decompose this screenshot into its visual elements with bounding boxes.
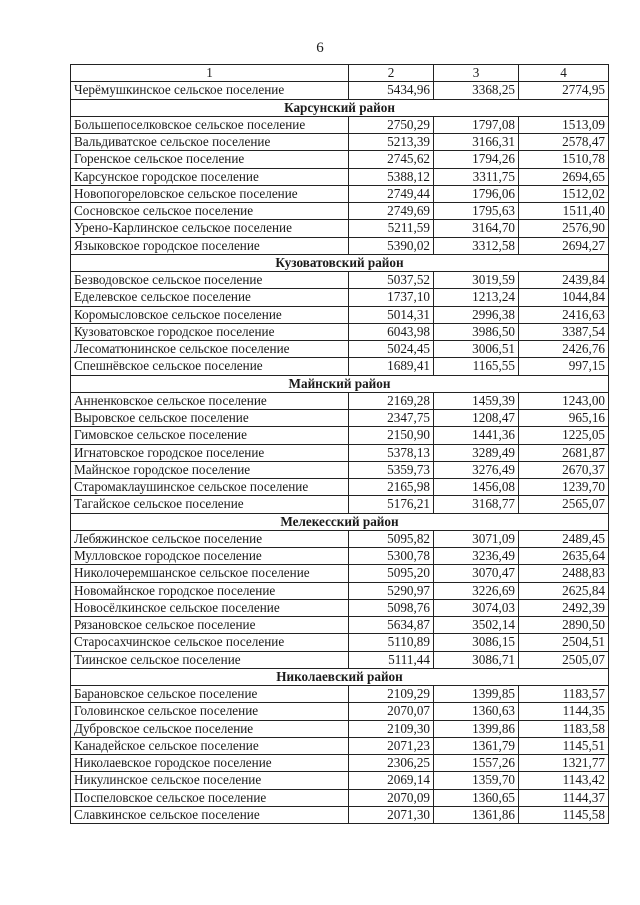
value-col-4: 2439,84 [519, 272, 609, 289]
value-col-3: 1795,63 [434, 203, 519, 220]
settlement-name: Сосновское сельское поселение [71, 203, 349, 220]
settlement-name: Игнатовское городское поселение [71, 444, 349, 461]
table-row [71, 634, 609, 651]
settlement-name: Барановское сельское поселение [71, 686, 349, 703]
table-row [71, 444, 609, 461]
settlement-name: Канадейское сельское поселение [71, 737, 349, 754]
value-col-4: 2488,83 [519, 565, 609, 582]
value-col-3: 3236,49 [434, 548, 519, 565]
table-row [71, 565, 609, 582]
value-col-3: 3070,47 [434, 565, 519, 582]
value-col-3: 1360,63 [434, 703, 519, 720]
district-name: Карсунский район [71, 99, 609, 116]
value-col-3: 1361,79 [434, 737, 519, 754]
value-col-2: 2071,23 [349, 737, 434, 754]
value-col-3: 1399,86 [434, 720, 519, 737]
value-col-2: 5037,52 [349, 272, 434, 289]
table-row [71, 168, 609, 185]
table-row [71, 755, 609, 772]
value-col-2: 2150,90 [349, 427, 434, 444]
value-col-4: 1143,42 [519, 772, 609, 789]
value-col-2: 5300,78 [349, 548, 434, 565]
settlement-name: Безводовское сельское поселение [71, 272, 349, 289]
value-col-4: 2635,64 [519, 548, 609, 565]
value-col-4: 997,15 [519, 358, 609, 375]
table-row [71, 703, 609, 720]
table-row [71, 358, 609, 375]
table-row [71, 116, 609, 133]
value-col-2: 2070,09 [349, 789, 434, 806]
value-col-4: 2774,95 [519, 82, 609, 99]
table-row [71, 427, 609, 444]
settlement-name: Гимовское сельское поселение [71, 427, 349, 444]
settlement-name: Старосахчинское сельское поселение [71, 634, 349, 651]
value-col-4: 2890,50 [519, 617, 609, 634]
value-col-4: 1183,58 [519, 720, 609, 737]
table-row [71, 806, 609, 823]
settlement-name: Николаевское городское поселение [71, 755, 349, 772]
value-col-2: 5111,44 [349, 651, 434, 668]
table-row [71, 582, 609, 599]
value-col-2: 5434,96 [349, 82, 434, 99]
value-col-2: 5390,02 [349, 237, 434, 254]
value-col-4: 1512,02 [519, 185, 609, 202]
table-row [71, 461, 609, 478]
value-col-3: 1399,85 [434, 686, 519, 703]
table-row [71, 772, 609, 789]
settlement-name: Николочеремшанское сельское поселение [71, 565, 349, 582]
table-row [71, 686, 609, 703]
settlement-name: Анненковское сельское поселение [71, 392, 349, 409]
table-row [71, 548, 609, 565]
district-name: Майнский район [71, 375, 609, 392]
value-col-4: 1144,35 [519, 703, 609, 720]
value-col-4: 1510,78 [519, 151, 609, 168]
table-row [71, 203, 609, 220]
value-col-4: 1243,00 [519, 392, 609, 409]
value-col-2: 2749,44 [349, 185, 434, 202]
value-col-3: 1213,24 [434, 289, 519, 306]
table-row [71, 530, 609, 547]
value-col-2: 2750,29 [349, 116, 434, 133]
settlement-name: Урено-Карлинское сельское поселение [71, 220, 349, 237]
table-row [71, 496, 609, 513]
page-number: 6 [316, 40, 324, 56]
value-col-3: 1796,06 [434, 185, 519, 202]
table-row [71, 479, 609, 496]
value-col-4: 2492,39 [519, 599, 609, 616]
value-col-4: 1144,37 [519, 789, 609, 806]
value-col-3: 3071,09 [434, 530, 519, 547]
value-col-2: 2745,62 [349, 151, 434, 168]
value-col-2: 5211,59 [349, 220, 434, 237]
value-col-3: 3502,14 [434, 617, 519, 634]
table-row [71, 410, 609, 427]
value-col-4: 2489,45 [519, 530, 609, 547]
value-col-3: 1797,08 [434, 116, 519, 133]
value-col-4: 2681,87 [519, 444, 609, 461]
value-col-3: 1456,08 [434, 479, 519, 496]
table-row [71, 237, 609, 254]
value-col-4: 2694,27 [519, 237, 609, 254]
value-col-4: 2670,37 [519, 461, 609, 478]
value-col-2: 2306,25 [349, 755, 434, 772]
value-col-2: 2070,07 [349, 703, 434, 720]
settlement-name: Новосёлкинское сельское поселение [71, 599, 349, 616]
value-col-3: 3019,59 [434, 272, 519, 289]
value-col-3: 3164,70 [434, 220, 519, 237]
value-col-2: 2165,98 [349, 479, 434, 496]
settlement-name: Черёмушкинское сельское поселение [71, 82, 349, 99]
value-col-3: 3226,69 [434, 582, 519, 599]
value-col-2: 5024,45 [349, 341, 434, 358]
table-body [71, 82, 609, 824]
settlement-name: Мулловское городское поселение [71, 548, 349, 565]
district-header-row [71, 668, 609, 685]
value-col-4: 1044,84 [519, 289, 609, 306]
value-col-2: 5110,89 [349, 634, 434, 651]
value-col-2: 5176,21 [349, 496, 434, 513]
settlement-name: Тагайское сельское поселение [71, 496, 349, 513]
value-col-3: 2996,38 [434, 306, 519, 323]
value-col-2: 1737,10 [349, 289, 434, 306]
value-col-4: 2625,84 [519, 582, 609, 599]
value-col-2: 2071,30 [349, 806, 434, 823]
value-col-3: 1459,39 [434, 392, 519, 409]
value-col-3: 3289,49 [434, 444, 519, 461]
value-col-4: 965,16 [519, 410, 609, 427]
value-col-4: 2576,90 [519, 220, 609, 237]
value-col-2: 2169,28 [349, 392, 434, 409]
value-col-4: 1511,40 [519, 203, 609, 220]
value-col-2: 5095,20 [349, 565, 434, 582]
value-col-4: 1183,57 [519, 686, 609, 703]
table-row [71, 272, 609, 289]
settlement-name: Новопогореловское сельское поселение [71, 185, 349, 202]
settlement-name: Старомаклаушинское сельское поселение [71, 479, 349, 496]
value-col-3: 3166,31 [434, 134, 519, 151]
value-col-4: 2694,65 [519, 168, 609, 185]
table-row [71, 185, 609, 202]
value-col-2: 5378,13 [349, 444, 434, 461]
settlement-name: Славкинское сельское поселение [71, 806, 349, 823]
value-col-4: 2426,76 [519, 341, 609, 358]
value-col-3: 3086,71 [434, 651, 519, 668]
value-col-3: 1208,47 [434, 410, 519, 427]
value-col-3: 3312,58 [434, 237, 519, 254]
value-col-3: 3368,25 [434, 82, 519, 99]
settlement-name: Поспеловское сельское поселение [71, 789, 349, 806]
table-row [71, 323, 609, 340]
value-col-3: 3074,03 [434, 599, 519, 616]
district-header-row [71, 513, 609, 530]
value-col-3: 1359,70 [434, 772, 519, 789]
value-col-2: 5388,12 [349, 168, 434, 185]
settlements-table [70, 64, 609, 824]
value-col-3: 1361,86 [434, 806, 519, 823]
settlement-name: Майнское городское поселение [71, 461, 349, 478]
settlement-name: Языковское городское поселение [71, 237, 349, 254]
value-col-4: 2578,47 [519, 134, 609, 151]
column-header: 2 [349, 65, 434, 82]
table-row [71, 82, 609, 99]
value-col-2: 5634,87 [349, 617, 434, 634]
value-col-4: 3387,54 [519, 323, 609, 340]
settlement-name: Спешнёвское сельское поселение [71, 358, 349, 375]
table-row [71, 720, 609, 737]
value-col-2: 1689,41 [349, 358, 434, 375]
value-col-3: 3276,49 [434, 461, 519, 478]
value-col-2: 5095,82 [349, 530, 434, 547]
value-col-3: 1360,65 [434, 789, 519, 806]
value-col-4: 1145,51 [519, 737, 609, 754]
value-col-2: 5359,73 [349, 461, 434, 478]
table-row [71, 151, 609, 168]
settlement-name: Лесоматюнинское сельское поселение [71, 341, 349, 358]
value-col-3: 1165,55 [434, 358, 519, 375]
settlement-name: Тиинское сельское поселение [71, 651, 349, 668]
district-header-row [71, 375, 609, 392]
value-col-2: 5213,39 [349, 134, 434, 151]
value-col-4: 1145,58 [519, 806, 609, 823]
settlement-name: Коромысловское сельское поселение [71, 306, 349, 323]
header-row [71, 65, 609, 82]
value-col-4: 1239,70 [519, 479, 609, 496]
value-col-2: 2109,30 [349, 720, 434, 737]
settlement-name: Горенское сельское поселение [71, 151, 349, 168]
district-name: Мелекесский район [71, 513, 609, 530]
settlement-name: Еделевское сельское поселение [71, 289, 349, 306]
value-col-3: 1557,26 [434, 755, 519, 772]
table-row [71, 220, 609, 237]
value-col-2: 2347,75 [349, 410, 434, 427]
district-name: Кузоватовский район [71, 254, 609, 271]
table-row [71, 737, 609, 754]
value-col-4: 1513,09 [519, 116, 609, 133]
value-col-3: 3986,50 [434, 323, 519, 340]
value-col-3: 1441,36 [434, 427, 519, 444]
settlement-name: Рязановское сельское поселение [71, 617, 349, 634]
table-row [71, 341, 609, 358]
value-col-4: 2504,51 [519, 634, 609, 651]
table-row [71, 599, 609, 616]
district-header-row [71, 254, 609, 271]
value-col-4: 1225,05 [519, 427, 609, 444]
value-col-2: 2749,69 [349, 203, 434, 220]
table-row [71, 289, 609, 306]
value-col-4: 1321,77 [519, 755, 609, 772]
table-row [71, 789, 609, 806]
settlement-name: Лебяжинское сельское поселение [71, 530, 349, 547]
table-row [71, 651, 609, 668]
value-col-2: 2109,29 [349, 686, 434, 703]
table-row [71, 392, 609, 409]
settlement-name: Выровское сельское поселение [71, 410, 349, 427]
settlement-name: Дубровское сельское поселение [71, 720, 349, 737]
settlement-name: Головинское сельское поселение [71, 703, 349, 720]
settlement-name: Кузоватовское городское поселение [71, 323, 349, 340]
value-col-2: 2069,14 [349, 772, 434, 789]
district-name: Николаевский район [71, 668, 609, 685]
column-header: 3 [434, 65, 519, 82]
value-col-4: 2505,07 [519, 651, 609, 668]
settlement-name: Вальдиватское сельское поселение [71, 134, 349, 151]
table-row [71, 617, 609, 634]
table-row [71, 134, 609, 151]
value-col-3: 1794,26 [434, 151, 519, 168]
value-col-4: 2416,63 [519, 306, 609, 323]
settlement-name: Новомайнское городское поселение [71, 582, 349, 599]
value-col-2: 5290,97 [349, 582, 434, 599]
value-col-2: 5098,76 [349, 599, 434, 616]
column-header: 1 [71, 65, 349, 82]
settlement-name: Большепоселковское сельское поселение [71, 116, 349, 133]
value-col-2: 5014,31 [349, 306, 434, 323]
value-col-4: 2565,07 [519, 496, 609, 513]
table-row [71, 306, 609, 323]
settlement-name: Никулинское сельское поселение [71, 772, 349, 789]
column-header: 4 [519, 65, 609, 82]
settlement-name: Карсунское городское поселение [71, 168, 349, 185]
value-col-3: 3168,77 [434, 496, 519, 513]
value-col-3: 3311,75 [434, 168, 519, 185]
district-header-row [71, 99, 609, 116]
value-col-2: 6043,98 [349, 323, 434, 340]
value-col-3: 3086,15 [434, 634, 519, 651]
value-col-3: 3006,51 [434, 341, 519, 358]
